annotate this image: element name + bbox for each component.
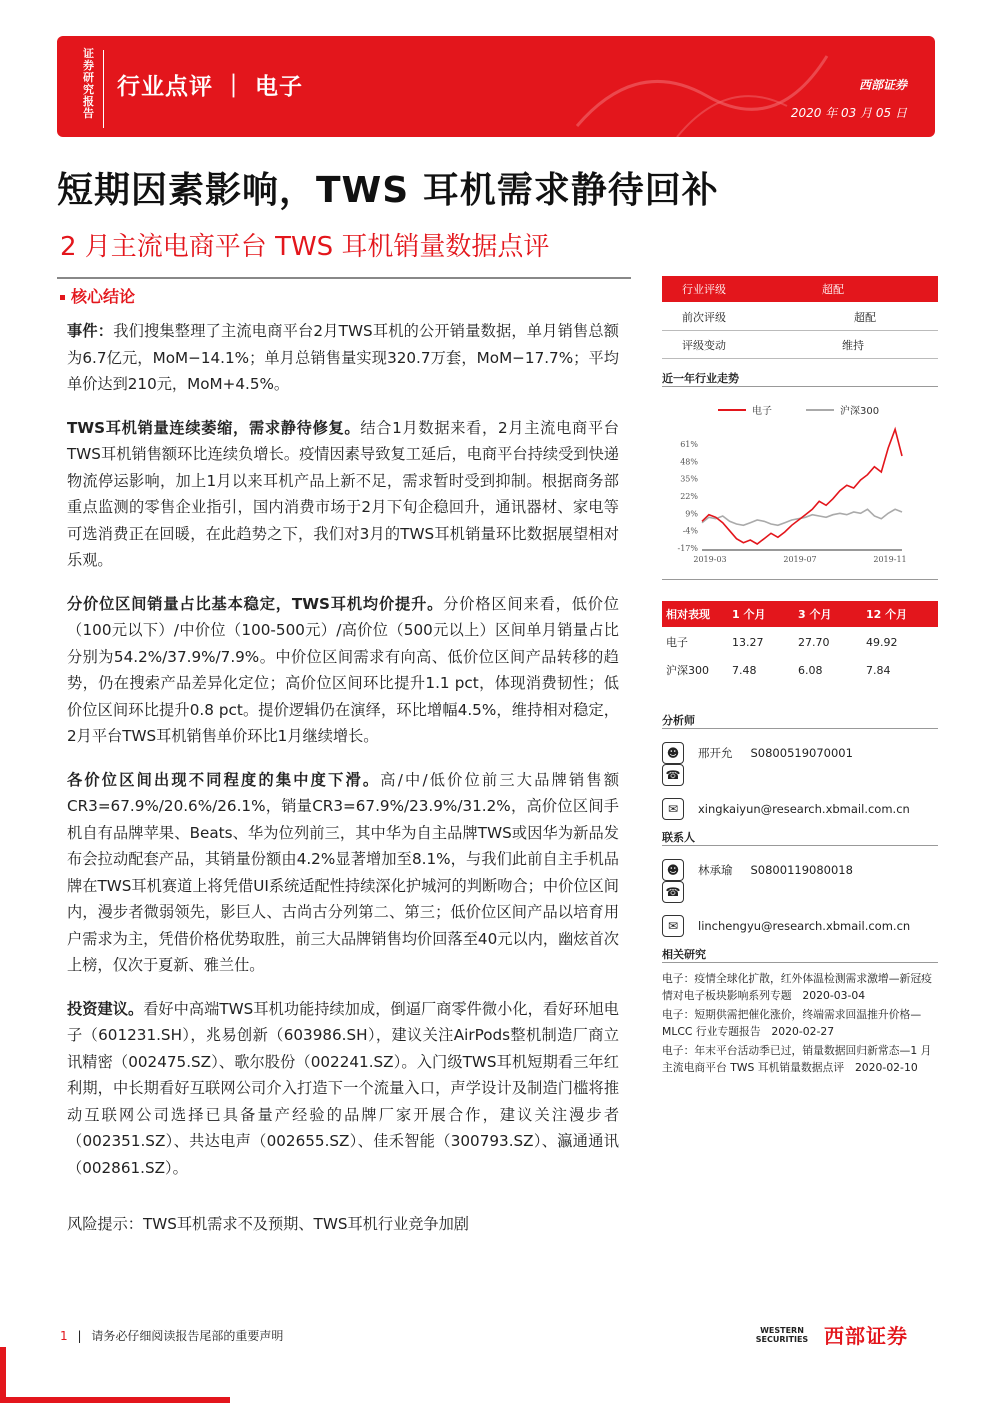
logo-chinese: 西部证券 xyxy=(824,1324,908,1348)
performance-header: 相对表现 1 个月 3 个月 12 个月 xyxy=(662,601,938,627)
risk-note: 风险提示：TWS耳机需求不及预期、TWS耳机行业竞争加剧 xyxy=(67,1215,469,1233)
contact-email-link[interactable]: linchengyu@research.xbmail.com.cn xyxy=(698,919,911,933)
contact-name-row: ☻ 林承瑜 S0800119080018 xyxy=(662,857,938,883)
analyst-email-row xyxy=(662,796,938,822)
phone-icon: ☎ xyxy=(662,881,684,903)
rating-row: 评级变动 维持 xyxy=(662,331,938,359)
x-tick-label: 2019-11 xyxy=(873,555,907,564)
y-tick-label: 35% xyxy=(680,474,698,484)
paragraph-investment: 投资建议。看好中高端TWS耳机功能持续加成，倒逼厂商零件微小化，看好环旭电子（601231.SH），兆易创新（603986.SH），建议关注AirPods整机制造厂商立讯精密（002475.SZ）、歌尔股份（002241.SZ）。入门级TWS耳机短期看三年红利期，中长期看好互联网公司介入打造下一个流量入口，声学设计及制造门槛将推动互联网公司选择已具备量产经验的品牌厂家开展合作，建议关注漫步者（002351.SZ）、共达电声（002655.SZ）、佳禾智能（300793.SZ）、瀛通通讯（002861.SZ）。 xyxy=(67,999,619,1177)
banner-decoration xyxy=(557,36,837,137)
rating-table xyxy=(662,303,938,359)
paragraph-demand: TWS耳机销量连续萎缩，需求静待修复。结合1月数据来看，2月主流电商平台TWS耳机销售额环比连续负增长。疫情因素导致复工延后，电商平台持续受到快递物流停运影响，加上1月以来耳机产品上新不足，需求暂时受到抑制。根据商务部重点监测的零售企业指引，国内消费市场于2月下旬企稳回升，通讯器材、家电等可选消费正在回暖，在此趋势之下，我们对3月的TWS耳机销量环比数据展望相对乐观。 xyxy=(67,418,619,569)
analyst-phone-row xyxy=(662,762,938,788)
related-list xyxy=(662,970,938,1076)
y-tick-label: 9% xyxy=(685,509,698,519)
paragraph-event: 事件：我们搜集整理了主流电商平台2月TWS耳机的公开销量数据，单月销售总额为6.7亿元，MoM−14.1%；单月总销售量实现320.7万套，MoM−17.7%；平均单价达到210元，MoM+4.5%。 xyxy=(67,322,619,393)
related-divider xyxy=(662,962,938,963)
paragraph-price: 分价位区间销量占比基本稳定，TWS耳机均价提升。分价格区间来看，低价位（100元以下）/中价位（100-500元）/高价位（500元以上）区间单月销量占比分别为54.2%/37.9%/7.9%。中价位区间需求有向高、低价位区间产品转移的趋势，仍在搜索产品差异化定位；高价位区间环比提升1.1 pct，体现消费韧性；低价位区间环比提升0.8 pct。提价逻辑仍在演绎，环比增幅4.5%，维持相对稳定，2月平台TWS耳机销售单价环比1月继续增长。 xyxy=(67,594,619,745)
logo-english: WESTERN SECURITIES xyxy=(755,1325,809,1344)
table-row: 沪深300 7.48 6.08 7.84 xyxy=(666,663,891,677)
performance-table xyxy=(662,628,938,684)
trend-title: 近一年行业走势 xyxy=(662,372,739,385)
paragraph-concentration: 各价位区间出现不同程度的集中度下滑。高/中/低价位前三大品牌销售额CR3=67.9%/20.6%/26.1%，销量CR3=67.9%/23.9%/31.2%，高价位区间手机自有品牌苹果、Beats、华为位列前三，其中华为自主品牌TWS或因华为新品发布会拉动配套产品，其销量份额由4.2%显著增加至8.1%，与我们此前自主手机品牌在TWS耳机赛道上将凭借UI系统适配性持续深化护城河的判断吻合；中价位区间内，漫步者微弱领先，影巨人、古尚古分列第二、第三；低价位区间产品以培育用户需求为主，凭借价格优势取胜，前三大品牌销售均价回落至40元以内，幽炫首次上榜，仅次于夏新、雅兰仕。 xyxy=(67,770,620,974)
report-body xyxy=(67,318,619,1198)
rating-header: 行业评级 超配 xyxy=(662,276,938,302)
y-tick-label: -17% xyxy=(677,544,698,553)
related-title: 相关研究 xyxy=(662,948,706,961)
y-tick-label: 48% xyxy=(680,457,698,467)
footer-logo xyxy=(750,1320,908,1349)
analyst-title: 分析师 xyxy=(662,714,695,727)
report-category: 行业点评 ｜ 电子 xyxy=(117,74,304,100)
email-icon: ✉ xyxy=(662,915,684,937)
brand-name: 西部证券 xyxy=(858,78,907,92)
related-item[interactable]: 电子：短期供需把催化涨价，终端需求回温推升价格—MLCC 行业专题报告 2020-02-27 xyxy=(662,1007,922,1039)
table-row: 电子 13.27 27.70 49.92 xyxy=(666,635,898,649)
rating-row: 前次评级 超配 xyxy=(662,303,938,331)
header-banner xyxy=(57,36,935,137)
banner-divider xyxy=(103,50,104,128)
section-divider xyxy=(57,277,631,279)
phone-icon: ☎ xyxy=(662,764,684,786)
y-tick-label: 22% xyxy=(680,492,698,501)
x-tick-label: 2019-03 xyxy=(693,555,727,564)
x-tick-label: 2019-07 xyxy=(783,555,817,564)
page-number: 1 xyxy=(60,1329,68,1343)
bullet-icon xyxy=(60,295,65,300)
page-subtitle: 2 月主流电商平台 TWS 耳机销量数据点评 xyxy=(60,232,550,262)
related-item[interactable]: 电子：年末平台活动季已过，销量数据回归新常态—1 月主流电商平台 TWS 耳机销量数据点评 2020-02-10 xyxy=(662,1043,932,1075)
report-type-label: 证券研究报告 xyxy=(83,47,94,120)
email-icon: ✉ xyxy=(662,798,684,820)
analyst-name-row: ☻ 邢开允 S0800519070001 xyxy=(662,740,938,766)
person-icon: ☻ xyxy=(662,742,684,764)
person-icon: ☻ xyxy=(662,859,684,881)
chart-bottom-divider xyxy=(662,579,938,580)
report-date: 2020 年 03 月 05 日 xyxy=(790,106,907,120)
footer-accent-line xyxy=(0,1397,230,1403)
y-tick-label: 61% xyxy=(680,440,698,449)
contact-title: 联系人 xyxy=(662,831,695,844)
analyst-email-link[interactable]: xingkaiyun@research.xbmail.com.cn xyxy=(698,802,910,816)
y-tick-label: -4% xyxy=(682,526,698,536)
contact-divider xyxy=(662,845,938,846)
core-heading: 核心结论 xyxy=(60,284,135,307)
related-item[interactable]: 电子：疫情全球化扩散，红外体温检测需求激增—新冠疫情对电子板块影响系列专题 2020-03-04 xyxy=(662,972,932,1003)
legend-label: 沪深300 xyxy=(840,406,880,417)
analyst-divider xyxy=(662,728,938,729)
footer-note: 1 | 请务必仔细阅读报告尾部的重要声明 xyxy=(60,1329,284,1343)
series-line xyxy=(702,429,902,544)
footer-accent-bar xyxy=(0,1347,6,1403)
contact-email-row xyxy=(662,913,938,939)
trend-chart xyxy=(662,396,938,574)
page-title: 短期因素影响，TWS 耳机需求静待回补 xyxy=(57,170,719,211)
trend-divider xyxy=(662,386,938,387)
legend-label: 电子 xyxy=(752,406,772,417)
contact-phone-row xyxy=(662,879,938,905)
